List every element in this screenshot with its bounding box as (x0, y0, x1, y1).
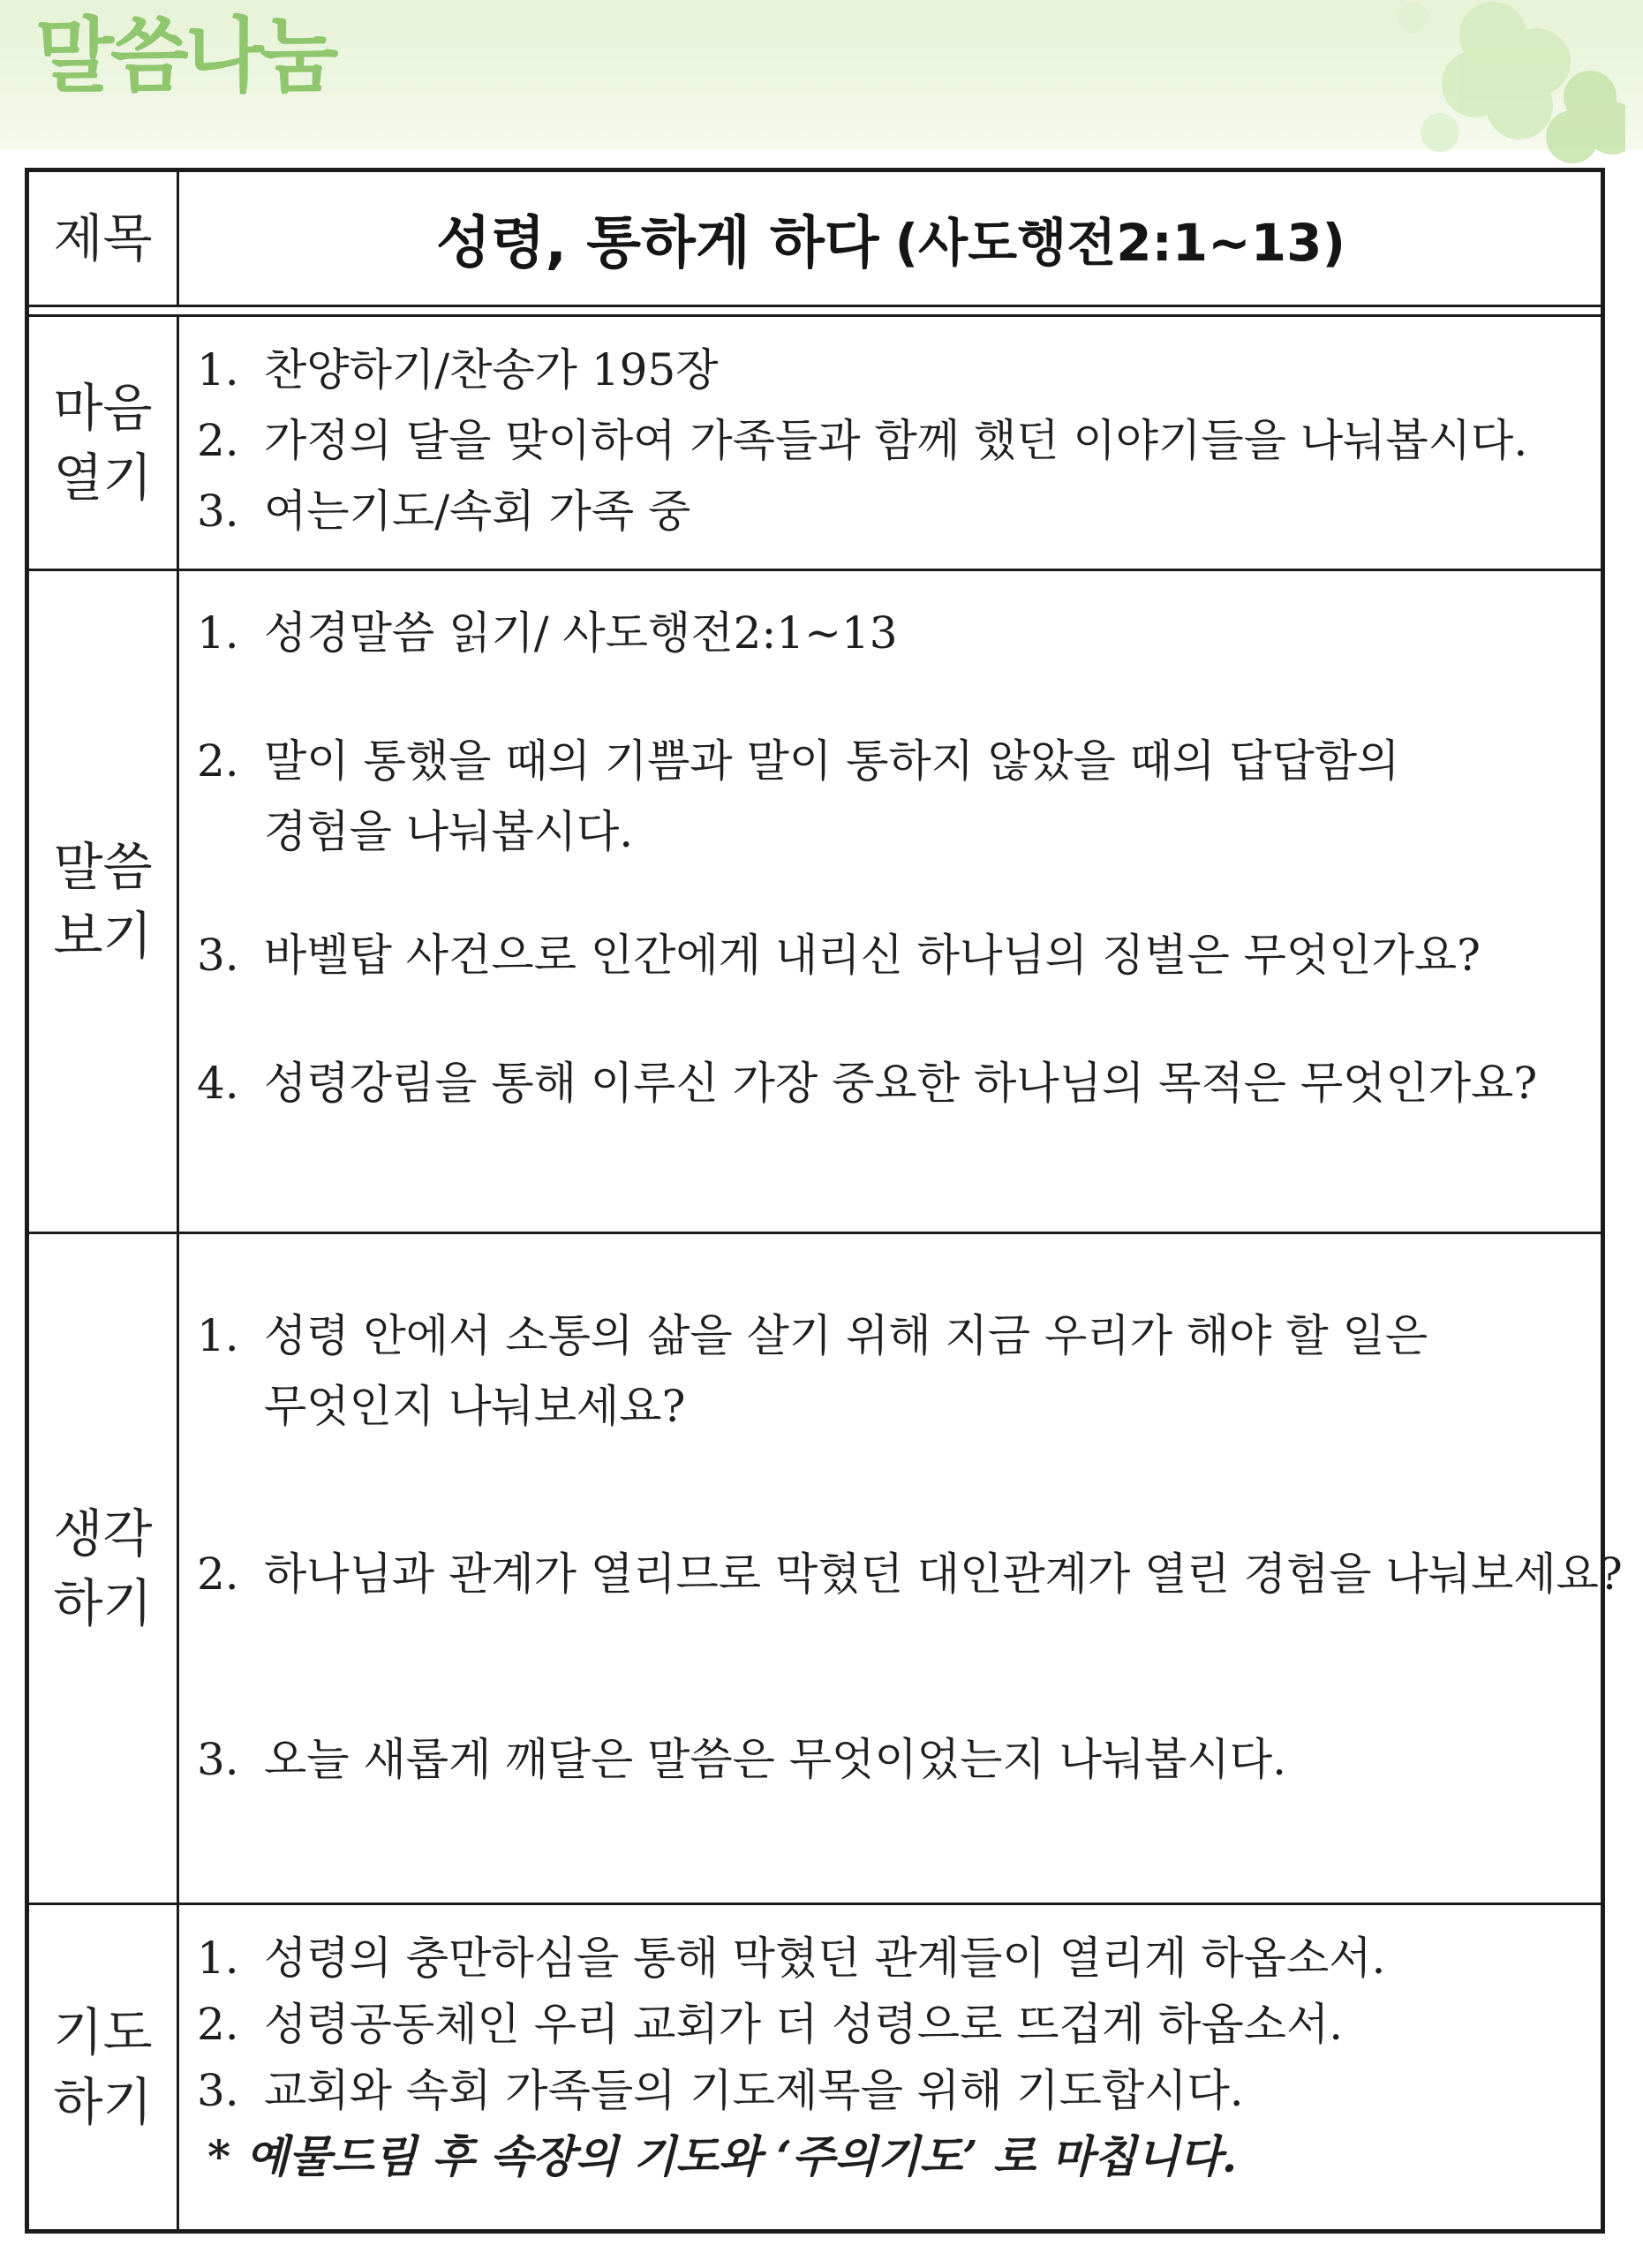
opening-label-cell (29, 317, 179, 569)
closing-note: * 예물드림 후 속장의 기도와 ‘주의기도’ 로 마칩니다. (207, 2130, 1238, 2182)
study-sheet (25, 168, 1623, 2234)
reflection-item-continuation: 무엇인지 나눠보세요? (264, 1381, 686, 1432)
word-label: 말씀 보기 (53, 836, 153, 966)
opening-cell (181, 317, 1601, 569)
prayer-item: 1. 성령의 충만하심을 통해 막혔던 관계들이 열리게 하옵소서. (197, 1933, 1386, 1984)
prayer-label-cell (29, 1905, 179, 2229)
word-label-cell (29, 571, 179, 1232)
prayer-item: 2. 성령공동체인 우리 교회가 더 성령으로 뜨겁게 하옵소서. (197, 1999, 1344, 2050)
section-tag: 말씀나눔 (35, 9, 335, 103)
title-row (29, 172, 1601, 305)
opening-item: 2. 가정의 달을 맞이하여 가족들과 함께 했던 이야기들을 나눠봅시다. (197, 415, 1528, 466)
opening-item: 3. 여는기도/속회 가족 중 (197, 486, 691, 537)
lesson-title-wrap (181, 172, 1601, 305)
reflection-cell (181, 1234, 1623, 1903)
reflection-item: 2. 하나님과 관계가 열리므로 막혔던 대인관계가 열린 경험을 나눠보세요? (197, 1548, 1623, 1600)
opening-label: 마음 열기 (53, 378, 153, 508)
word-item: 3. 바벨탑 사건으로 인간에게 내리신 하나님의 징벌은 무엇인가요? (197, 930, 1481, 981)
title-label-cell (29, 172, 179, 305)
opening-row (29, 317, 1601, 569)
word-item: 2. 말이 통했을 때의 기쁨과 말이 통하지 않았을 때의 답답함의 (197, 735, 1400, 787)
word-item: 4. 성령강림을 통해 이루신 가장 중요한 하나님의 목적은 무엇인가요? (197, 1058, 1538, 1109)
reflection-label-cell (29, 1234, 179, 1903)
word-cell (181, 571, 1601, 1232)
lesson-title: 성령, 통하게 하다 (435, 211, 879, 276)
word-row (29, 571, 1601, 1232)
reflection-item: 3. 오늘 새롭게 깨달은 말씀은 무엇이었는지 나눠봅시다. (197, 1734, 1286, 1785)
prayer-label: 기도 하기 (53, 2002, 153, 2132)
title-divider (29, 305, 1601, 317)
opening-item: 1. 찬양하기/찬송가 195장 (197, 344, 719, 396)
prayer-item: 3. 교회와 속회 가족들의 기도제목을 위해 기도합시다. (197, 2065, 1244, 2116)
prayer-row (29, 1905, 1601, 2229)
reflection-label: 생각 하기 (53, 1503, 153, 1633)
title-cell (181, 172, 1601, 305)
clover-decoration (1343, 0, 1625, 168)
lesson-scripture: (사도행전2:1~13) (894, 213, 1345, 273)
word-item: 1. 성경말씀 읽기/ 사도행전2:1~13 (197, 607, 898, 659)
reflection-item: 1. 성령 안에서 소통의 삶을 살기 위해 지금 우리가 해야 할 일은 (197, 1310, 1428, 1361)
prayer-cell (181, 1905, 1601, 2229)
reflection-row (29, 1234, 1623, 1903)
word-item-continuation: 경험을 나눠봅시다. (264, 806, 634, 857)
title-label: 제목 (53, 207, 153, 268)
